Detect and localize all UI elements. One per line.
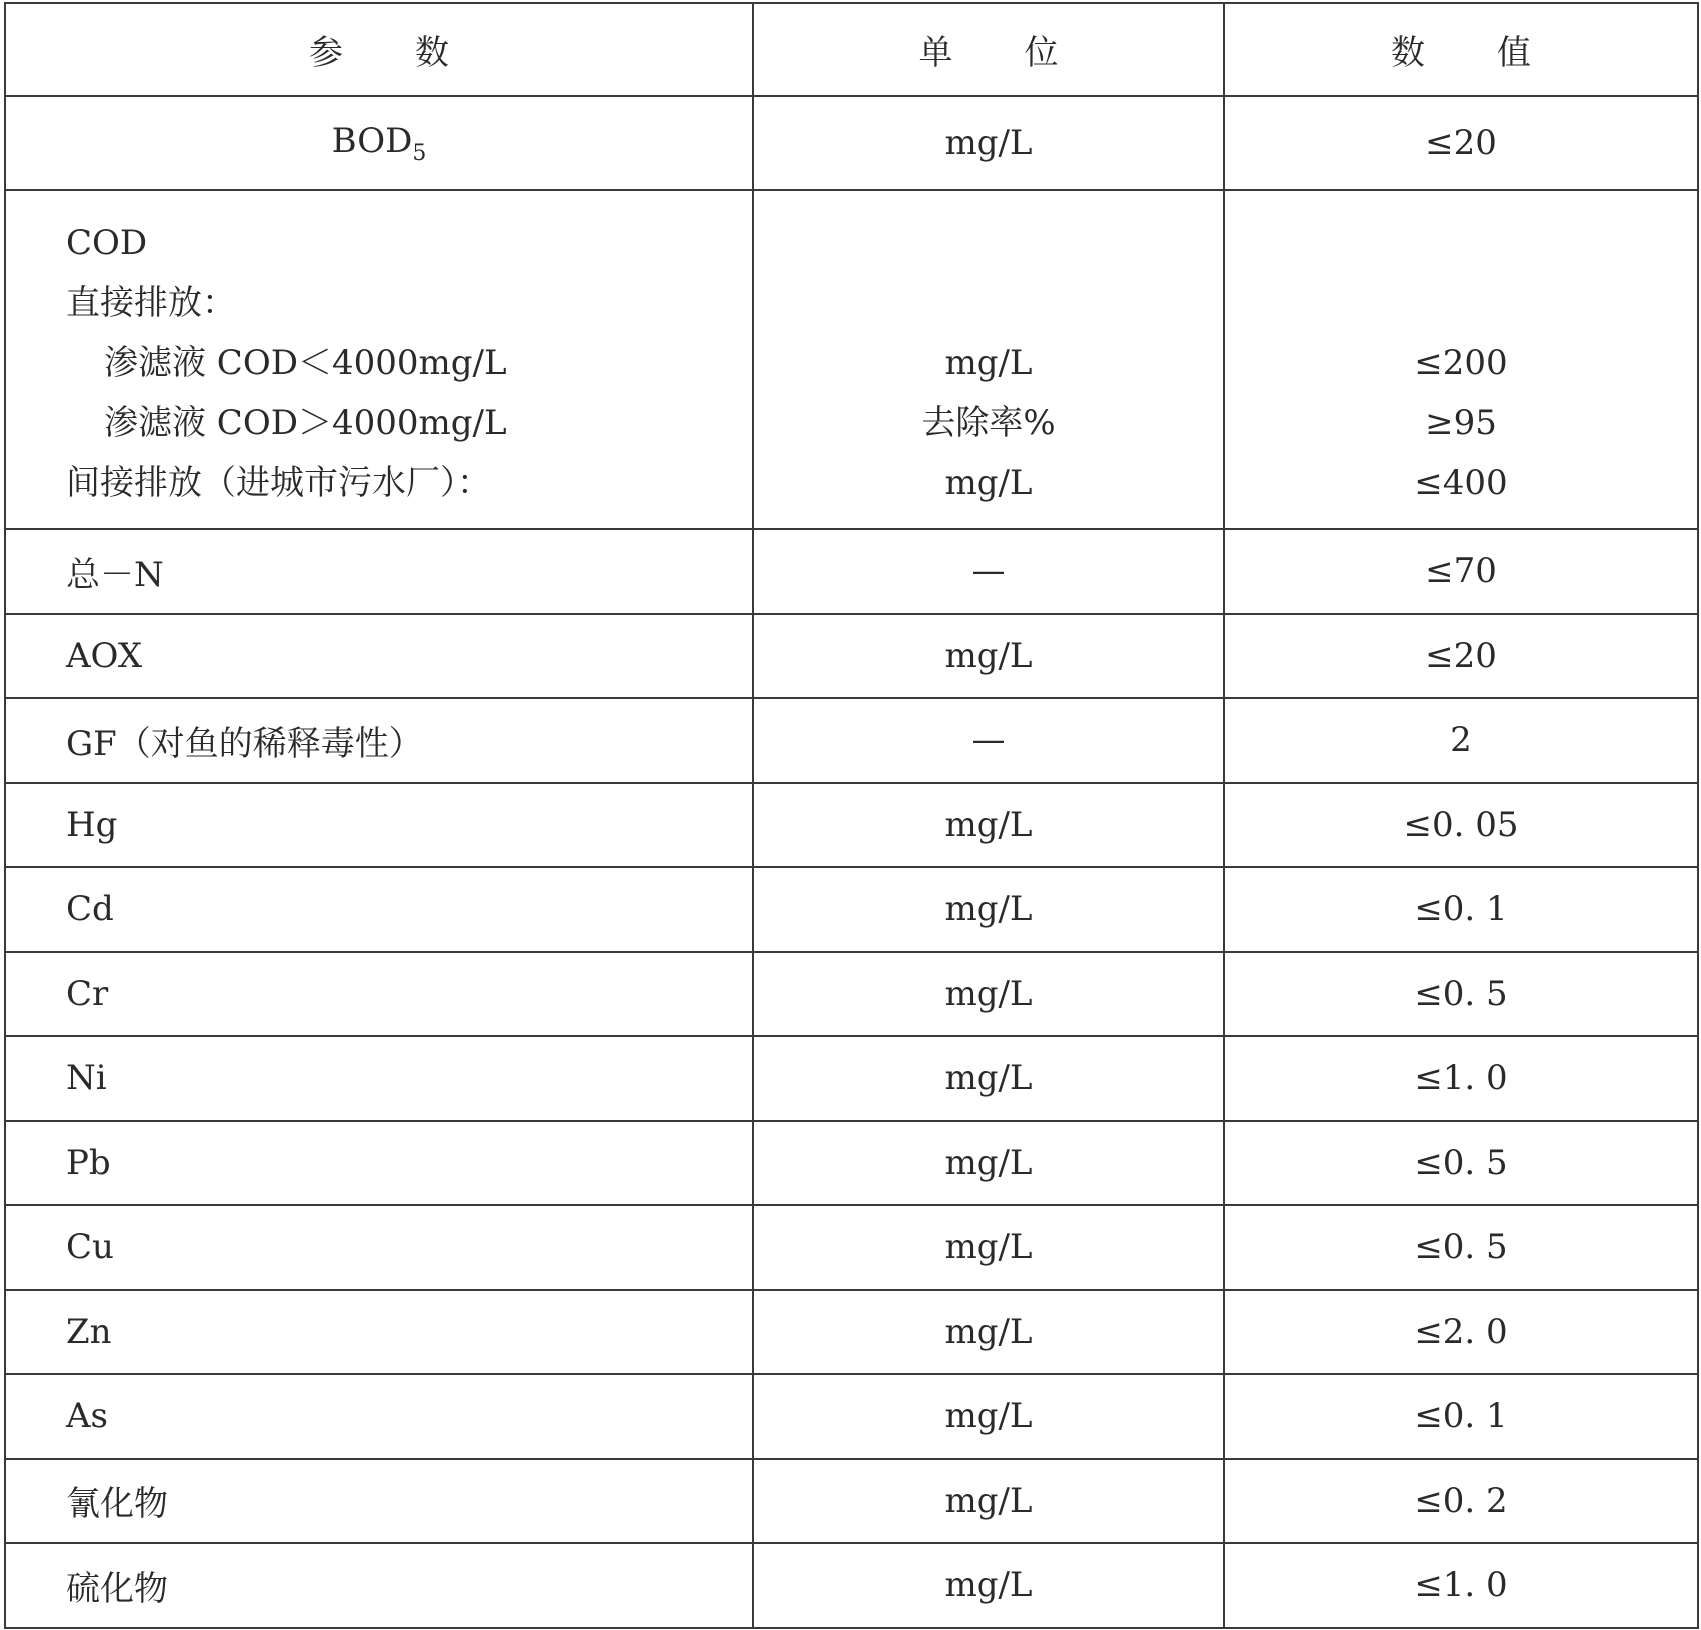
cod-sub2-label: 渗滤液 COD＞4000mg/L [104, 403, 507, 443]
value-cell: ≤1. 0 [1224, 1036, 1698, 1121]
table-row [5, 1036, 1698, 1121]
header-unit [753, 3, 1224, 96]
unit-cell-bod: mg/L [753, 96, 1224, 190]
table-row [5, 1205, 1698, 1290]
table-row-bod [5, 96, 1698, 190]
unit-cell-cod [753, 190, 1224, 529]
cod-title: COD [66, 223, 148, 263]
unit-cell: mg/L [753, 783, 1224, 868]
unit-cell: mg/L [753, 1543, 1224, 1628]
cod-sub1-label: 渗滤液 COD＜4000mg/L [104, 343, 507, 383]
param-cell: 总－N [5, 529, 753, 614]
document-page [4, 2, 1697, 1626]
param-cell: Ni [5, 1036, 753, 1121]
unit-cell: mg/L [753, 614, 1224, 699]
table-row [5, 529, 1698, 614]
unit-cell: — [753, 529, 1224, 614]
table-row [5, 783, 1698, 868]
table-row-cod [5, 190, 1698, 529]
cod-sub1-value: ≤200 [1414, 343, 1508, 383]
header-parameter-char-1: 参 [309, 33, 343, 73]
table-row [5, 867, 1698, 952]
param-cell: GF（对鱼的稀释毒性） [5, 698, 753, 783]
value-cell: ≤0. 1 [1224, 1374, 1698, 1459]
param-cell: Cu [5, 1205, 753, 1290]
value-cell: ≤1. 0 [1224, 1543, 1698, 1628]
wastewater-standards-table [4, 2, 1699, 1629]
table-row [5, 1121, 1698, 1206]
param-cell: Zn [5, 1290, 753, 1375]
value-cell: ≤0. 5 [1224, 1205, 1698, 1290]
param-cell-bod [5, 96, 753, 190]
unit-cell: mg/L [753, 867, 1224, 952]
value-cell: ≤0. 05 [1224, 783, 1698, 868]
unit-cell: mg/L [753, 1036, 1224, 1121]
cod-indirect-discharge-label: 间接排放（进城市污水厂）： [66, 463, 491, 503]
unit-cell: mg/L [753, 1121, 1224, 1206]
unit-cell: — [753, 698, 1224, 783]
bod-label: BOD [331, 120, 413, 161]
cod-sub2-unit: 去除率% [921, 403, 1056, 443]
bod-subscript: 5 [412, 140, 427, 166]
value-cell: ≤0. 1 [1224, 867, 1698, 952]
header-unit-char-2: 位 [1024, 33, 1059, 73]
value-cell: ≤0. 5 [1224, 952, 1698, 1037]
table-row [5, 952, 1698, 1037]
value-cell: ≤0. 2 [1224, 1459, 1698, 1544]
param-cell-cod [5, 190, 753, 529]
table-row [5, 1543, 1698, 1628]
header-unit-char-1: 单 [918, 33, 953, 73]
unit-cell: mg/L [753, 952, 1224, 1037]
value-cell: ≤0. 5 [1224, 1121, 1698, 1206]
table-row [5, 614, 1698, 699]
header-value-char-1: 数 [1391, 33, 1425, 73]
table-row [5, 1374, 1698, 1459]
param-cell: Pb [5, 1121, 753, 1206]
header-parameter-char-2: 数 [415, 33, 449, 73]
table-row [5, 1459, 1698, 1544]
cod-sub1-unit: mg/L [944, 343, 1033, 383]
unit-cell: mg/L [753, 1374, 1224, 1459]
header-value [1224, 3, 1698, 96]
cod-indirect-unit: mg/L [944, 463, 1033, 503]
unit-cell: mg/L [753, 1290, 1224, 1375]
cod-indirect-value: ≤400 [1414, 463, 1508, 503]
value-cell: ≤70 [1224, 529, 1698, 614]
value-cell-cod [1224, 190, 1698, 529]
param-cell: As [5, 1374, 753, 1459]
value-cell: 2 [1224, 698, 1698, 783]
value-cell: ≤20 [1224, 614, 1698, 699]
param-cell: 硫化物 [5, 1543, 753, 1628]
value-cell: ≤2. 0 [1224, 1290, 1698, 1375]
unit-cell: mg/L [753, 1205, 1224, 1290]
param-cell: Cd [5, 867, 753, 952]
table-header-row [5, 3, 1698, 96]
header-parameter [5, 3, 753, 96]
cod-direct-discharge-label: 直接排放： [66, 283, 236, 323]
unit-cell: mg/L [753, 1459, 1224, 1544]
cod-sub2-value: ≥95 [1425, 403, 1497, 443]
param-cell: AOX [5, 614, 753, 699]
table-row [5, 698, 1698, 783]
param-cell: Hg [5, 783, 753, 868]
param-cell: 氰化物 [5, 1459, 753, 1544]
param-cell: Cr [5, 952, 753, 1037]
table-row [5, 1290, 1698, 1375]
value-cell-bod: ≤20 [1224, 96, 1698, 190]
header-value-char-2: 值 [1497, 33, 1531, 73]
